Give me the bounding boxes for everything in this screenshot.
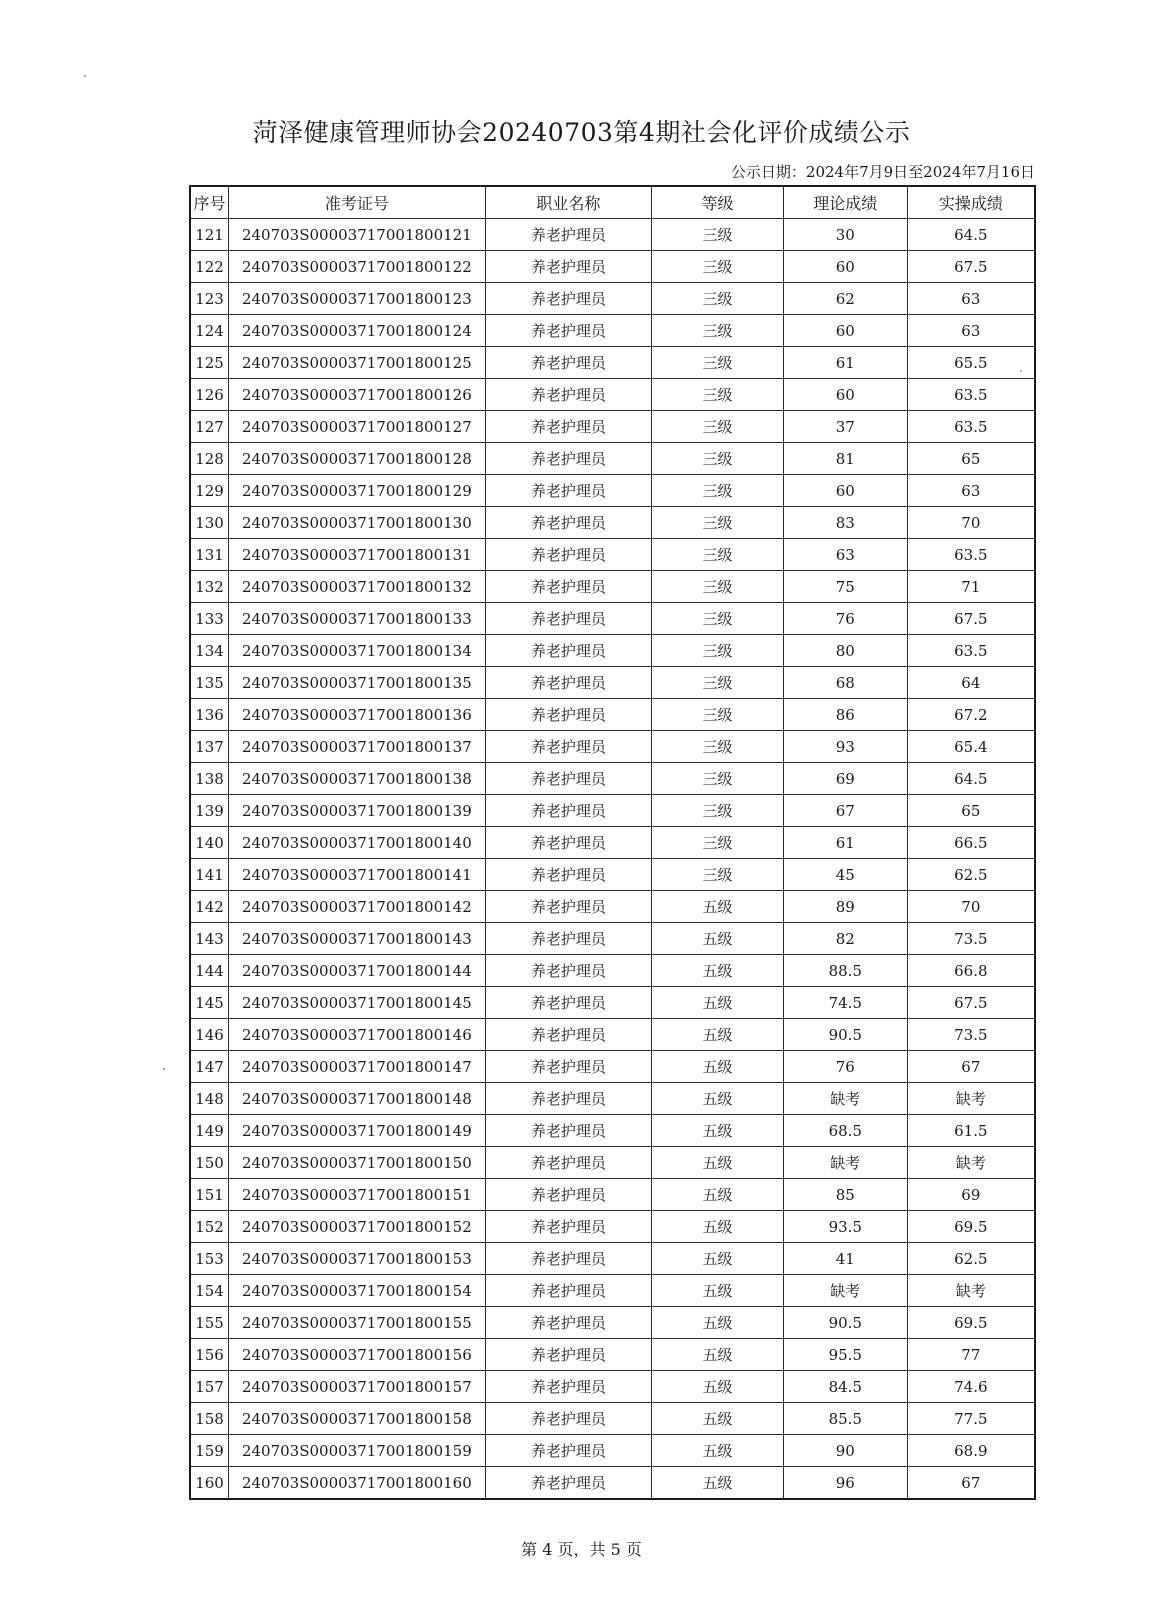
table-row: [190, 1179, 1035, 1211]
cell-admission-no: 240703S00003717001800124: [229, 315, 486, 347]
cell-admission-no: 240703S00003717001800123: [229, 283, 486, 315]
cell-theory-score: 67: [783, 795, 907, 827]
cell-theory-score: 75: [783, 571, 907, 603]
cell-occupation: 养老护理员: [485, 507, 651, 539]
cell-practical-score: 65: [907, 443, 1035, 475]
cell-practical-score: 缺考: [907, 1147, 1035, 1179]
cell-practical-score: 缺考: [907, 1083, 1035, 1115]
cell-theory-score: 76: [783, 603, 907, 635]
cell-theory-score: 61: [783, 827, 907, 859]
cell-level: 三级: [652, 667, 784, 699]
table-row: [190, 795, 1035, 827]
cell-level: 三级: [652, 571, 784, 603]
header-theory-score: 理论成绩: [783, 186, 907, 219]
cell-admission-no: 240703S00003717001800138: [229, 763, 486, 795]
table-row: [190, 603, 1035, 635]
cell-level: 三级: [652, 731, 784, 763]
table-row: [190, 251, 1035, 283]
cell-admission-no: 240703S00003717001800130: [229, 507, 486, 539]
cell-theory-score: 96: [783, 1467, 907, 1500]
publish-date: 公示日期：2024年7月9日至2024年7月16日: [730, 163, 1035, 181]
cell-occupation: 养老护理员: [485, 699, 651, 731]
cell-level: 五级: [652, 923, 784, 955]
cell-occupation: 养老护理员: [485, 1083, 651, 1115]
cell-seq: 137: [190, 731, 229, 763]
cell-admission-no: 240703S00003717001800129: [229, 475, 486, 507]
cell-seq: 153: [190, 1243, 229, 1275]
cell-occupation: 养老护理员: [485, 891, 651, 923]
cell-admission-no: 240703S00003717001800135: [229, 667, 486, 699]
table-header-row: [190, 186, 1035, 219]
cell-occupation: 养老护理员: [485, 603, 651, 635]
cell-occupation: 养老护理员: [485, 667, 651, 699]
cell-theory-score: 90: [783, 1435, 907, 1467]
table-row: [190, 1467, 1035, 1500]
cell-theory-score: 45: [783, 859, 907, 891]
cell-level: 三级: [652, 763, 784, 795]
cell-level: 三级: [652, 699, 784, 731]
cell-occupation: 养老护理员: [485, 1371, 651, 1403]
cell-level: 五级: [652, 1019, 784, 1051]
cell-seq: 148: [190, 1083, 229, 1115]
cell-admission-no: 240703S00003717001800133: [229, 603, 486, 635]
cell-occupation: 养老护理员: [485, 251, 651, 283]
cell-seq: 142: [190, 891, 229, 923]
table-row: [190, 1147, 1035, 1179]
cell-seq: 125: [190, 347, 229, 379]
cell-admission-no: 240703S00003717001800142: [229, 891, 486, 923]
cell-practical-score: 70: [907, 891, 1035, 923]
cell-level: 五级: [652, 1147, 784, 1179]
cell-theory-score: 62: [783, 283, 907, 315]
cell-practical-score: 70: [907, 507, 1035, 539]
table-row: [190, 1115, 1035, 1147]
cell-level: 三级: [652, 635, 784, 667]
cell-occupation: 养老护理员: [485, 1307, 651, 1339]
cell-seq: 130: [190, 507, 229, 539]
cell-seq: 139: [190, 795, 229, 827]
cell-practical-score: 65: [907, 795, 1035, 827]
cell-seq: 159: [190, 1435, 229, 1467]
cell-seq: 134: [190, 635, 229, 667]
cell-seq: 146: [190, 1019, 229, 1051]
cell-admission-no: 240703S00003717001800134: [229, 635, 486, 667]
cell-theory-score: 68: [783, 667, 907, 699]
header-occupation: 职业名称: [485, 186, 651, 219]
cell-practical-score: 69: [907, 1179, 1035, 1211]
cell-occupation: 养老护理员: [485, 539, 651, 571]
cell-seq: 127: [190, 411, 229, 443]
cell-admission-no: 240703S00003717001800127: [229, 411, 486, 443]
table-row: [190, 1275, 1035, 1307]
cell-theory-score: 68.5: [783, 1115, 907, 1147]
table-row: [190, 731, 1035, 763]
table-row: [190, 955, 1035, 987]
cell-occupation: 养老护理员: [485, 1435, 651, 1467]
cell-admission-no: 240703S00003717001800141: [229, 859, 486, 891]
cell-seq: 128: [190, 443, 229, 475]
cell-theory-score: 80: [783, 635, 907, 667]
cell-seq: 138: [190, 763, 229, 795]
cell-admission-no: 240703S00003717001800158: [229, 1403, 486, 1435]
cell-admission-no: 240703S00003717001800149: [229, 1115, 486, 1147]
cell-theory-score: 41: [783, 1243, 907, 1275]
cell-theory-score: 缺考: [783, 1147, 907, 1179]
cell-practical-score: 64.5: [907, 763, 1035, 795]
cell-seq: 151: [190, 1179, 229, 1211]
table-row: [190, 283, 1035, 315]
cell-occupation: 养老护理员: [485, 859, 651, 891]
cell-theory-score: 88.5: [783, 955, 907, 987]
page-footer: 第 4 页，共 5 页: [521, 1540, 642, 1559]
cell-occupation: 养老护理员: [485, 315, 651, 347]
table-row: [190, 1371, 1035, 1403]
cell-seq: 156: [190, 1339, 229, 1371]
cell-level: 五级: [652, 1339, 784, 1371]
cell-practical-score: 67.2: [907, 699, 1035, 731]
cell-practical-score: 69.5: [907, 1307, 1035, 1339]
cell-level: 五级: [652, 1051, 784, 1083]
cell-occupation: 养老护理员: [485, 1019, 651, 1051]
cell-level: 三级: [652, 219, 784, 251]
cell-occupation: 养老护理员: [485, 1467, 651, 1500]
cell-level: 五级: [652, 1307, 784, 1339]
cell-level: 三级: [652, 603, 784, 635]
cell-occupation: 养老护理员: [485, 795, 651, 827]
cell-level: 三级: [652, 539, 784, 571]
cell-level: 五级: [652, 1371, 784, 1403]
cell-theory-score: 60: [783, 315, 907, 347]
cell-practical-score: 63: [907, 283, 1035, 315]
cell-practical-score: 73.5: [907, 923, 1035, 955]
cell-level: 五级: [652, 1179, 784, 1211]
cell-admission-no: 240703S00003717001800136: [229, 699, 486, 731]
cell-level: 五级: [652, 955, 784, 987]
cell-seq: 158: [190, 1403, 229, 1435]
scan-speck: [163, 1068, 165, 1070]
cell-theory-score: 93: [783, 731, 907, 763]
cell-theory-score: 63: [783, 539, 907, 571]
cell-practical-score: 69.5: [907, 1211, 1035, 1243]
cell-seq: 123: [190, 283, 229, 315]
cell-seq: 132: [190, 571, 229, 603]
cell-practical-score: 67.5: [907, 251, 1035, 283]
cell-admission-no: 240703S00003717001800148: [229, 1083, 486, 1115]
cell-theory-score: 37: [783, 411, 907, 443]
cell-admission-no: 240703S00003717001800155: [229, 1307, 486, 1339]
cell-admission-no: 240703S00003717001800153: [229, 1243, 486, 1275]
cell-occupation: 养老护理员: [485, 987, 651, 1019]
cell-seq: 152: [190, 1211, 229, 1243]
table-row: [190, 1243, 1035, 1275]
table-body: [190, 219, 1035, 1500]
cell-level: 五级: [652, 1243, 784, 1275]
cell-admission-no: 240703S00003717001800131: [229, 539, 486, 571]
header-practical-score: 实操成绩: [907, 186, 1035, 219]
table-row: [190, 475, 1035, 507]
cell-practical-score: 73.5: [907, 1019, 1035, 1051]
scan-speck: [1020, 370, 1022, 372]
table-row: [190, 1211, 1035, 1243]
cell-occupation: 养老护理员: [485, 1115, 651, 1147]
cell-occupation: 养老护理员: [485, 475, 651, 507]
cell-level: 三级: [652, 859, 784, 891]
cell-admission-no: 240703S00003717001800121: [229, 219, 486, 251]
table-row: [190, 571, 1035, 603]
cell-admission-no: 240703S00003717001800144: [229, 955, 486, 987]
scan-speck: [84, 75, 86, 77]
cell-admission-no: 240703S00003717001800154: [229, 1275, 486, 1307]
cell-level: 三级: [652, 379, 784, 411]
cell-occupation: 养老护理员: [485, 1403, 651, 1435]
cell-practical-score: 缺考: [907, 1275, 1035, 1307]
cell-level: 五级: [652, 891, 784, 923]
cell-seq: 131: [190, 539, 229, 571]
cell-admission-no: 240703S00003717001800125: [229, 347, 486, 379]
cell-occupation: 养老护理员: [485, 379, 651, 411]
cell-practical-score: 63: [907, 475, 1035, 507]
cell-practical-score: 63.5: [907, 635, 1035, 667]
cell-practical-score: 63.5: [907, 411, 1035, 443]
cell-practical-score: 77: [907, 1339, 1035, 1371]
table-row: [190, 1051, 1035, 1083]
cell-occupation: 养老护理员: [485, 1243, 651, 1275]
cell-theory-score: 60: [783, 475, 907, 507]
cell-practical-score: 62.5: [907, 859, 1035, 891]
cell-level: 五级: [652, 1403, 784, 1435]
cell-practical-score: 64.5: [907, 219, 1035, 251]
table-row: [190, 347, 1035, 379]
cell-level: 五级: [652, 1083, 784, 1115]
cell-admission-no: 240703S00003717001800146: [229, 1019, 486, 1051]
cell-theory-score: 缺考: [783, 1083, 907, 1115]
cell-practical-score: 74.6: [907, 1371, 1035, 1403]
cell-seq: 144: [190, 955, 229, 987]
cell-admission-no: 240703S00003717001800128: [229, 443, 486, 475]
cell-admission-no: 240703S00003717001800137: [229, 731, 486, 763]
cell-seq: 121: [190, 219, 229, 251]
cell-occupation: 养老护理员: [485, 1147, 651, 1179]
table-row: [190, 315, 1035, 347]
cell-seq: 129: [190, 475, 229, 507]
table-row: [190, 699, 1035, 731]
cell-theory-score: 81: [783, 443, 907, 475]
cell-admission-no: 240703S00003717001800122: [229, 251, 486, 283]
header-level: 等级: [652, 186, 784, 219]
cell-seq: 136: [190, 699, 229, 731]
cell-theory-score: 74.5: [783, 987, 907, 1019]
cell-theory-score: 90.5: [783, 1019, 907, 1051]
cell-theory-score: 90.5: [783, 1307, 907, 1339]
cell-level: 三级: [652, 411, 784, 443]
document-title: 菏泽健康管理师协会20240703第4期社会化评价成绩公示: [252, 118, 911, 147]
cell-admission-no: 240703S00003717001800159: [229, 1435, 486, 1467]
cell-occupation: 养老护理员: [485, 347, 651, 379]
scores-table: [189, 185, 1036, 1500]
cell-level: 三级: [652, 283, 784, 315]
cell-theory-score: 83: [783, 507, 907, 539]
cell-theory-score: 60: [783, 379, 907, 411]
cell-admission-no: 240703S00003717001800143: [229, 923, 486, 955]
cell-seq: 126: [190, 379, 229, 411]
cell-theory-score: 61: [783, 347, 907, 379]
cell-seq: 149: [190, 1115, 229, 1147]
cell-practical-score: 66.8: [907, 955, 1035, 987]
cell-admission-no: 240703S00003717001800150: [229, 1147, 486, 1179]
cell-practical-score: 61.5: [907, 1115, 1035, 1147]
cell-occupation: 养老护理员: [485, 955, 651, 987]
cell-admission-no: 240703S00003717001800151: [229, 1179, 486, 1211]
cell-occupation: 养老护理员: [485, 827, 651, 859]
cell-seq: 147: [190, 1051, 229, 1083]
cell-seq: 141: [190, 859, 229, 891]
table-row: [190, 539, 1035, 571]
table-row: [190, 379, 1035, 411]
cell-occupation: 养老护理员: [485, 923, 651, 955]
cell-occupation: 养老护理员: [485, 1275, 651, 1307]
cell-theory-score: 69: [783, 763, 907, 795]
cell-level: 五级: [652, 1435, 784, 1467]
cell-practical-score: 67: [907, 1467, 1035, 1500]
cell-occupation: 养老护理员: [485, 1051, 651, 1083]
table-row: [190, 667, 1035, 699]
table-row: [190, 507, 1035, 539]
cell-seq: 143: [190, 923, 229, 955]
cell-seq: 157: [190, 1371, 229, 1403]
table-row: [190, 443, 1035, 475]
cell-practical-score: 77.5: [907, 1403, 1035, 1435]
cell-practical-score: 62.5: [907, 1243, 1035, 1275]
cell-seq: 133: [190, 603, 229, 635]
cell-seq: 150: [190, 1147, 229, 1179]
cell-theory-score: 93.5: [783, 1211, 907, 1243]
cell-practical-score: 64: [907, 667, 1035, 699]
table-row: [190, 1403, 1035, 1435]
cell-admission-no: 240703S00003717001800145: [229, 987, 486, 1019]
cell-admission-no: 240703S00003717001800139: [229, 795, 486, 827]
cell-admission-no: 240703S00003717001800157: [229, 1371, 486, 1403]
cell-seq: 154: [190, 1275, 229, 1307]
cell-theory-score: 84.5: [783, 1371, 907, 1403]
cell-occupation: 养老护理员: [485, 763, 651, 795]
cell-seq: 145: [190, 987, 229, 1019]
cell-practical-score: 65.4: [907, 731, 1035, 763]
cell-level: 五级: [652, 1275, 784, 1307]
cell-seq: 160: [190, 1467, 229, 1500]
cell-occupation: 养老护理员: [485, 635, 651, 667]
cell-seq: 124: [190, 315, 229, 347]
cell-theory-score: 85: [783, 1179, 907, 1211]
cell-practical-score: 67.5: [907, 603, 1035, 635]
cell-occupation: 养老护理员: [485, 731, 651, 763]
cell-occupation: 养老护理员: [485, 411, 651, 443]
header-admission-no: 准考证号: [229, 186, 486, 219]
cell-level: 三级: [652, 443, 784, 475]
cell-level: 五级: [652, 1115, 784, 1147]
cell-theory-score: 60: [783, 251, 907, 283]
table-row: [190, 1307, 1035, 1339]
cell-level: 三级: [652, 827, 784, 859]
table-row: [190, 1083, 1035, 1115]
cell-admission-no: 240703S00003717001800147: [229, 1051, 486, 1083]
cell-theory-score: 缺考: [783, 1275, 907, 1307]
cell-admission-no: 240703S00003717001800132: [229, 571, 486, 603]
header-seq: 序号: [190, 186, 229, 219]
table-row: [190, 635, 1035, 667]
table-row: [190, 987, 1035, 1019]
cell-theory-score: 82: [783, 923, 907, 955]
cell-practical-score: 67.5: [907, 987, 1035, 1019]
cell-practical-score: 63.5: [907, 379, 1035, 411]
cell-practical-score: 68.9: [907, 1435, 1035, 1467]
table-row: [190, 859, 1035, 891]
table-row: [190, 219, 1035, 251]
cell-theory-score: 85.5: [783, 1403, 907, 1435]
cell-admission-no: 240703S00003717001800140: [229, 827, 486, 859]
cell-practical-score: 71: [907, 571, 1035, 603]
table-row: [190, 891, 1035, 923]
cell-practical-score: 65.5: [907, 347, 1035, 379]
cell-admission-no: 240703S00003717001800152: [229, 1211, 486, 1243]
cell-admission-no: 240703S00003717001800160: [229, 1467, 486, 1500]
cell-occupation: 养老护理员: [485, 571, 651, 603]
table-row: [190, 923, 1035, 955]
table-row: [190, 1435, 1035, 1467]
cell-practical-score: 63.5: [907, 539, 1035, 571]
cell-level: 三级: [652, 507, 784, 539]
cell-level: 三级: [652, 251, 784, 283]
cell-practical-score: 63: [907, 315, 1035, 347]
cell-seq: 140: [190, 827, 229, 859]
cell-level: 五级: [652, 1467, 784, 1500]
cell-theory-score: 30: [783, 219, 907, 251]
cell-theory-score: 95.5: [783, 1339, 907, 1371]
table-row: [190, 411, 1035, 443]
cell-occupation: 养老护理员: [485, 1179, 651, 1211]
cell-level: 三级: [652, 475, 784, 507]
table-row: [190, 1019, 1035, 1051]
cell-theory-score: 86: [783, 699, 907, 731]
cell-level: 三级: [652, 795, 784, 827]
cell-seq: 122: [190, 251, 229, 283]
cell-level: 三级: [652, 315, 784, 347]
cell-occupation: 养老护理员: [485, 283, 651, 315]
cell-seq: 135: [190, 667, 229, 699]
cell-level: 五级: [652, 1211, 784, 1243]
cell-level: 三级: [652, 347, 784, 379]
table-row: [190, 1339, 1035, 1371]
table-row: [190, 763, 1035, 795]
cell-occupation: 养老护理员: [485, 1339, 651, 1371]
cell-theory-score: 76: [783, 1051, 907, 1083]
table-row: [190, 827, 1035, 859]
cell-seq: 155: [190, 1307, 229, 1339]
cell-admission-no: 240703S00003717001800126: [229, 379, 486, 411]
cell-admission-no: 240703S00003717001800156: [229, 1339, 486, 1371]
cell-theory-score: 89: [783, 891, 907, 923]
cell-level: 五级: [652, 987, 784, 1019]
cell-practical-score: 67: [907, 1051, 1035, 1083]
cell-practical-score: 66.5: [907, 827, 1035, 859]
cell-occupation: 养老护理员: [485, 1211, 651, 1243]
cell-occupation: 养老护理员: [485, 443, 651, 475]
cell-occupation: 养老护理员: [485, 219, 651, 251]
